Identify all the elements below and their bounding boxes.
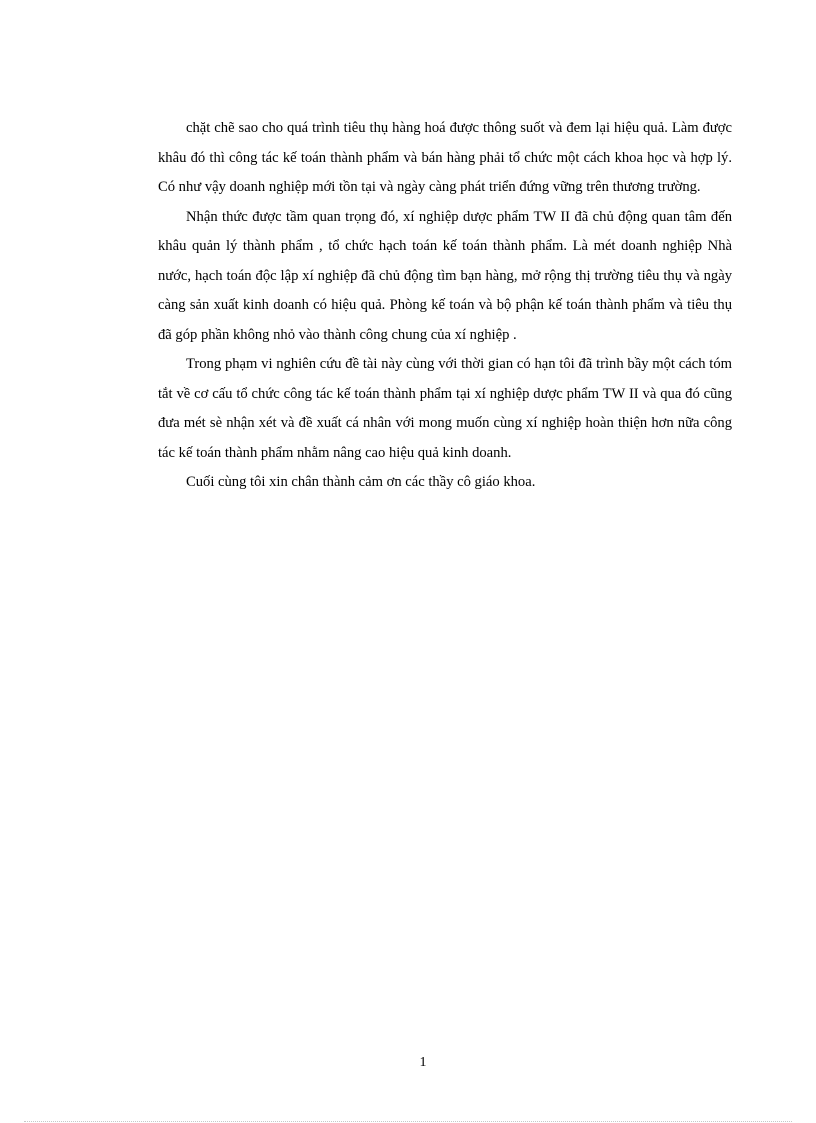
paragraph: Nhận thức được tầm quan trọng đó, xí nghiệp dược phẩm TW II đã chủ động quan tâm đến khâu quản lý thành phẩm , tổ chức hạch toán kế toán thành phẩm. Là mét doanh nghiệp Nhà nước, hạch toán độc lập xí nghiệp đã chủ động tìm bạn hàng, mở rộng thị trường tiêu thụ và ngày càng sản xuất kinh doanh có hiệu quả. Phòng kế toán và bộ phận kế toán thành phẩm và tiêu thụ đã góp phần không nhỏ vào thành công chung của xí nghiệp . <box>158 208 732 343</box>
page-number: 1 <box>419 1055 427 1070</box>
paragraph: Trong phạm vi nghiên cứu đề tài này cùng với thời gian có hạn tôi đã trình bầy một cách tóm tắt về cơ cấu tổ chức công tác kế toán thành phẩm tại xí nghiệp dược phẩm TW II và qua đó cũng đưa mét sè nhận xét và đề xuất cá nhân với mong muốn cùng xí nghiệp hoàn thiện hơn nữa công tác kế toán thành phẩm nhằm nâng cao hiệu quả kinh doanh. <box>158 356 732 461</box>
paragraph: chặt chẽ sao cho quá trình tiêu thụ hàng hoá được thông suốt và đem lại hiệu quả. Làm được khâu đó thì công tác kế toán thành phẩm và bán hàng phải tổ chức một cách khoa học và hợp lý. Có như vậy doanh nghiệp mới tồn tại và ngày càng phát triển đứng vững trên thương trường. <box>158 120 732 195</box>
paragraph: Cuối cùng tôi xin chân thành cảm ơn các thầy cô giáo khoa. <box>186 474 536 490</box>
body-text <box>158 114 732 498</box>
page-bottom-divider <box>24 1121 792 1122</box>
